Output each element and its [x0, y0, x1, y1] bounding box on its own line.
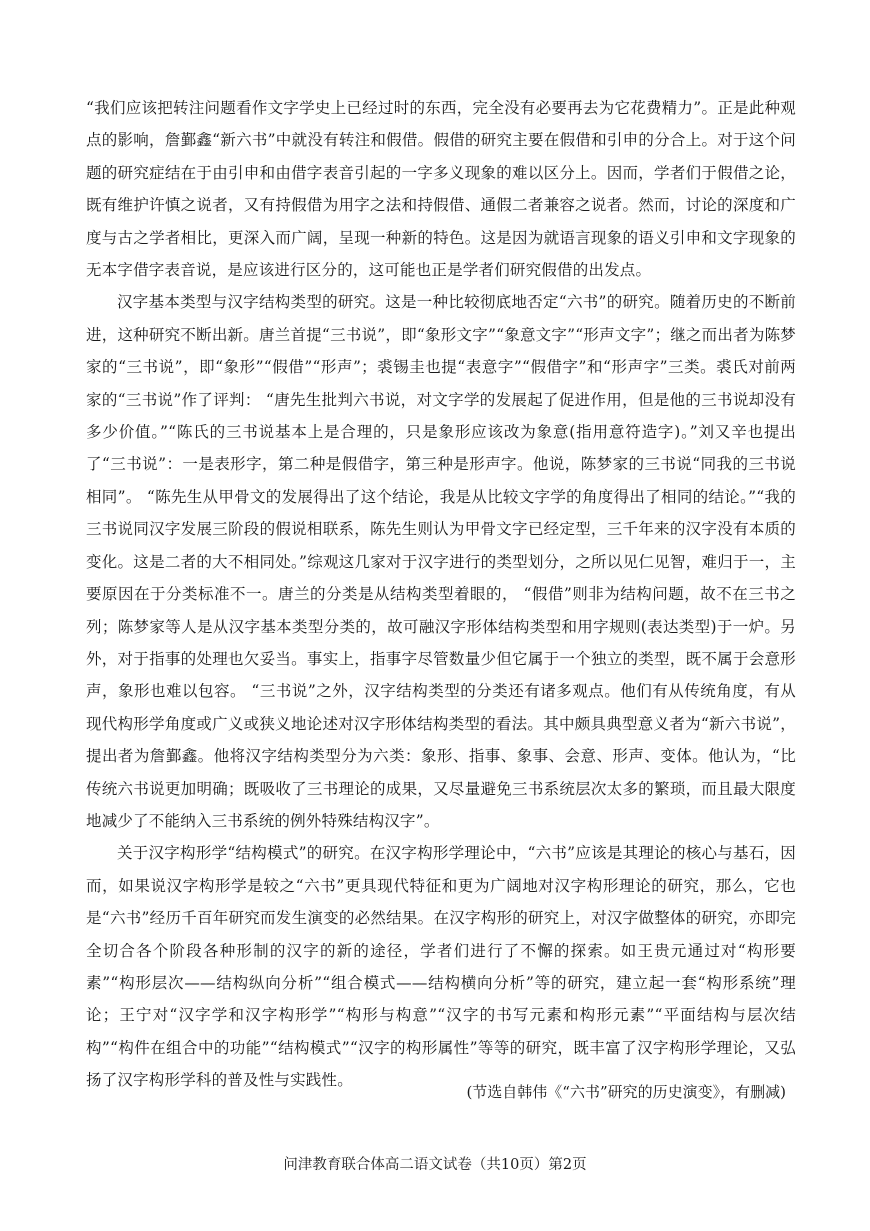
page-footer: 问津教育联合体高二语文试卷（共10页）第2页: [283, 1157, 587, 1173]
paragraph-3: 关于汉字构形学“结构模式”的研究。在汉字构形学理论中，“六书”应该是其理论的核心与基石，因而，如果说汉字构形学是较之“六书”更具现代特征和更为广阔地对汉字构形理论的研究，那么，它也是“六书”经历千百年研究而发生演变的必然结果。在汉字构形的研究上，对汉字做整体的研究，亦即完全切合各个阶段各种形制的汉字的新的途径，学者们进行了不懈的探索。如王贵元通过对“构形要素”“构形层次——结构纵向分析”“组合模式——结构横向分析”等的研究，建立起一套“构形系统”理论；王宁对“汉字学和汉字构形学”“构形与构意”“汉字的书写元素和构形元素”“平面结构与层次结构”“构件在组合中的功能”“结构模式”“汉字的构形属性”等等的研究，既丰富了汉字构形学理论，又弘扬了汉字构形学科的普及性与实践性。: [86, 844, 796, 1090]
paragraph-2: 汉字基本类型与汉字结构类型的研究。这是一种比较彻底地否定“六书”的研究。随着历史的不断前进，这种研究不断出新。唐兰首提“三书说”，即“象形文字”“象意文字”“形声文字”；继之而出者为陈梦家的“三书说”，即“象形”“假借”“形声”；裘锡圭也提“表意字”“假借字”和“形声字”三类。裘氏对前两家的“三书说”作了评判： “唐先生批判六书说，对文字学的发展起了促进作用，但是他的三书说却没有多少价值。”“陈氏的三书说基本上是合理的，只是象形应该改为象意(指用意符造字)。”刘又辛也提出了“三书说”：一是表形字，第二种是假借字，第三种是形声字。他说，陈梦家的三书说“同我的三书说相同”。 “陈先生从甲骨文的发展得出了这个结论，我是从比较文字学的角度得出了相同的结论。”“我的三书说同汉字发展三阶段的假说相联系，陈先生则认为甲骨文字已经定型，三千年来的汉字没有本质的变化。这是二者的大不相同处。”综观这几家对于汉字进行的类型划分，之所以见仁见智，难归于一，主要原因在于分类标准不一。唐兰的分类是从结构类型着眼的， “假借”则非为结构问题，故不在三书之列；陈梦家等人是从汉字基本类型分类的，故可融汉字形体结构类型和用字规则(表达类型)于一炉。另外，对于指事的处理也欠妥当。事实上，指事字尽管数量少但它属于一个独立的类型，既不属于会意形声，象形也难以包容。 “三书说”之外，汉字结构类型的分类还有诸多观点。他们有从传统角度，有从现代构形学角度或广义或狭义地论述对汉字形体结构类型的看法。其中颇具典型意义者为“新六书说”，提出者为詹鄞鑫。他将汉字结构类型分为六类：象形、指事、象事、会意、形声、变体。他认为，“比传统六书说更加明确；既吸收了三书理论的成果，又尽量避免三书系统层次太多的繁琐，而且最大限度地减少了不能纳入三书系统的例外特殊结构汉字”。: [86, 293, 796, 830]
source-citation: (节选自韩伟《“六书”研究的历史演变》，有删减): [466, 1083, 786, 1101]
paragraph-1: “我们应该把转注问题看作文字学史上已经过时的东西，完全没有必要再去为它花费精力”。正是此种观点的影响，詹鄞鑫“新六书”中就没有转注和假借。假借的研究主要在假借和引申的分合上。对于这个问题的研究症结在于由引申和由借字表音引起的一字多义现象的难以区分上。因而，学者们于假借之论，既有维护许慎之说者，又有持假借为用字之法和持假借、通假二者兼容之说者。然而，讨论的深度和广度与古之学者相比，更深入而广阔，呈现一种新的特色。这是因为就语言现象的语义引申和文字现象的无本字借字表音说，是应该进行区分的，这可能也正是学者们研究假借的出发点。: [86, 99, 796, 280]
article-body: [86, 92, 796, 1097]
